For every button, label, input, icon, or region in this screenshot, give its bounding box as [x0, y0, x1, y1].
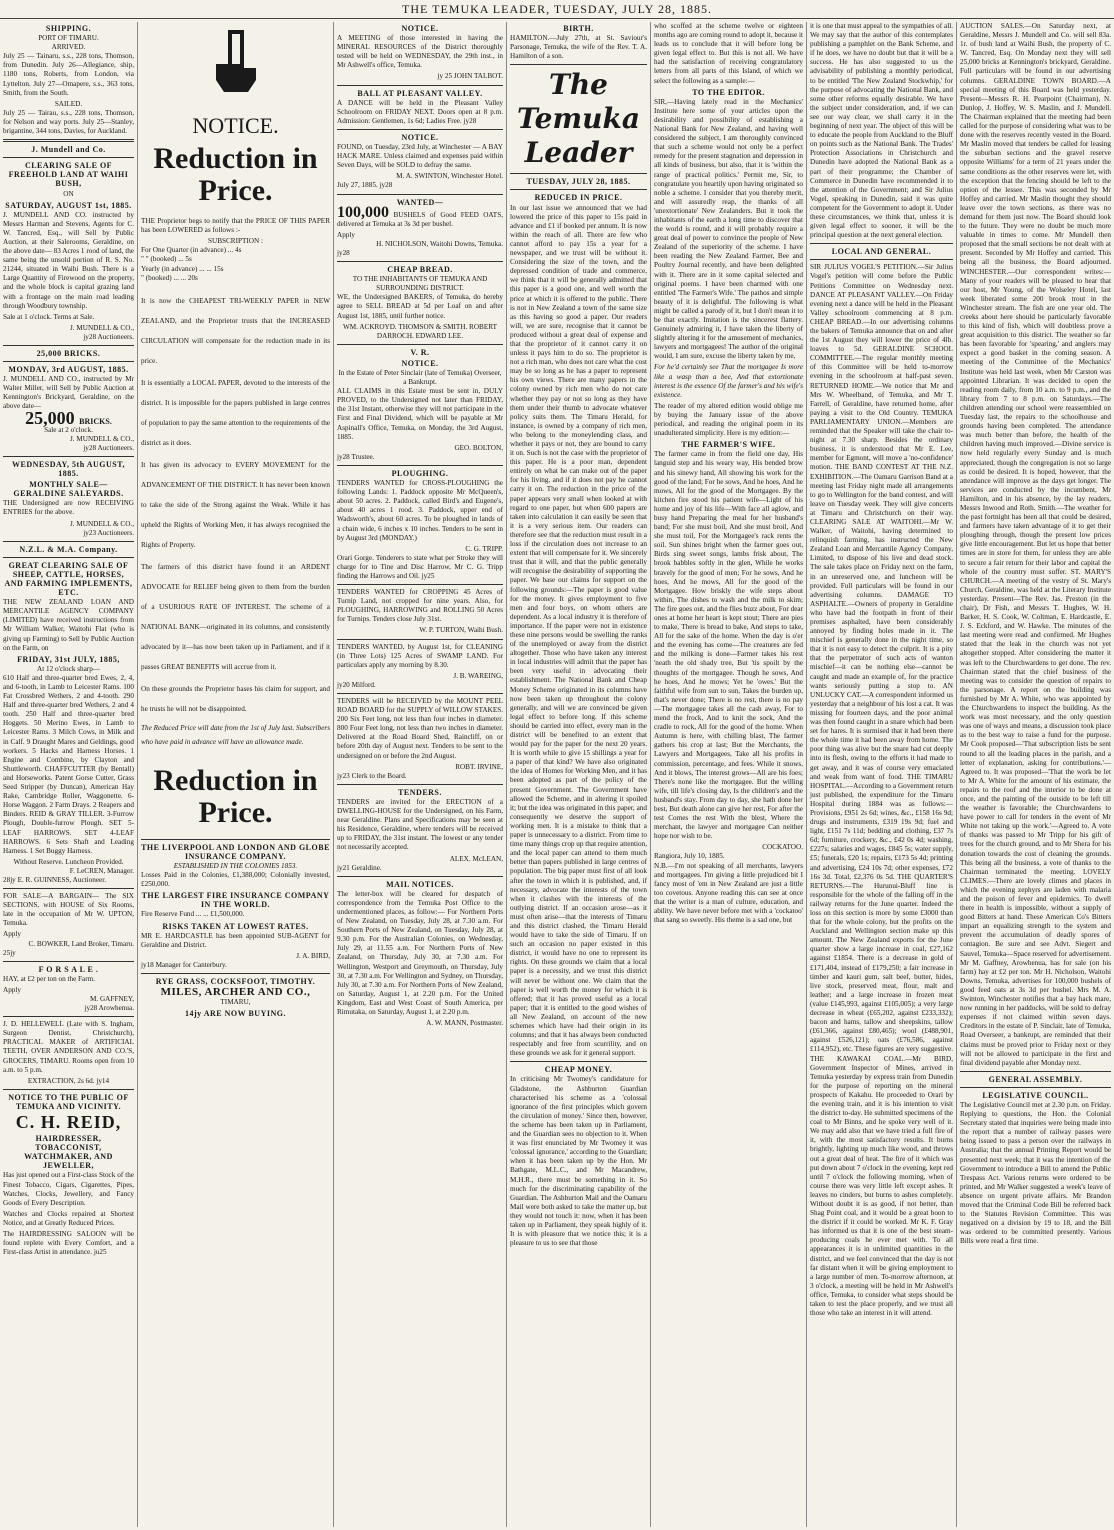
- clearing-signature: J. MUNDELL & CO.,: [69, 323, 134, 332]
- hay-heading: F O R S A L E .: [38, 964, 99, 974]
- divider: [141, 973, 330, 974]
- shipping-arrived-text: July 25 — Tainaru, s.s., 228 tons, Thomson, from Dunedin. July 26—Allegiance, ship, 1180 tons, Roberts, from London, via Lyttelton. July 27—Omapere, s.s., 363 tons, Smith, from the South.: [3, 52, 134, 97]
- ploughing-heading: PLOUGHING.: [391, 468, 449, 478]
- cheap-money-continued: who scoffed at the scheme twelve or eighteen months ago are coming round to adopt it, because it leads us to conclude that it will before long be given legal effect to. But this is not all. We have had the satisfaction of receiving congratulatory letters from all parts of this Island, of which we select the following as a sample:—: [654, 22, 803, 85]
- wednesday-heading: WEDNESDAY, 5th AUGUST, 1885.: [12, 459, 125, 479]
- dentist-text: J. D. HELLEWELL (Late with S. Ingham, Surgeon Dentist, Christchurch), PRACTICAL MAKER of ARTIFICIAL TEETH, OVER ANDERSON AND CO.'S, GROCERS, TIMARU. Rooms open from 10 a.m. to 5 p.m.: [3, 1020, 134, 1074]
- local-general-continued: AUCTION SALES.—On Saturday next, at Geraldine, Messrs J. Mundell and Co. will sell 83a. 1r. of bush land at Waihi Bush, the property of C. W. Tancred, Esq. On Monday next they will sell 25,000 bricks at Kennington's brickyard, Geraldine. Full particulars will be found in our advertising columns. GERALDINE TOWN BOARD.—A special meeting of this Board was held yesterday. Present—Messrs R. H. Pearpoint (Chairman), N. Dunlop, J. Hoffey, W. S. Maslin, and J. Mundell. The Chairman explained that the meeting had been called for the purpose of considering what was to be done with the reserves recently vested in the Board. Mr Maslin moved that tenders be called for leasing the suburban sections and the gravel reserve opposite Williams' for a term of 21 years under the same conditions as the other reserves were let, with the exception that the fencing should be left to the option of the lessee. This was seconded by Mr Hoffey and carried. Mr Maslin thought they should leave over the town sections, as there was no demand for them just now. The Board should look to the future. They were no doubt be much more valuable in times to come. Mr Mundell then proposed that the small sections be not dealt with at present. Seconded by Mr Hoffey and carried. This being all the business, the Board adjourned. WINCHESTER.—Our correspondent writes:—Many of your readers will be pleased to hear that our host, Mr Young, of the Wolseley Hotel, last week liberated some 200 brook trout in the Winchester stream. The fish are one year old. The creeks about here should be particularly favorable to this kind of fish, which will doubtless prove a great acquisition to this district. The weather so far has been favorable for 'spearing,' and anglers may expect a good basket in the coming season. A meeting of the Committee of the Mechanics' Institute was held last week, when Mr Carston was appointed Librarian. It was decided to open the reading room daily, from 10 a.m. to 9 p.m., and the library from 7 to 8 p.m. on Saturdays.—The children attending our school were reassembled on Tuesday last, the repairs to the schoolhouse and grounds having been completed. The attendance was much better than before, the health of the children having much improved.—Divine service is now held regularly every Sunday and is much appreciated, though the congregation is not so large as could be desired. It is hoped, however, that the attendance will improve as the days get longer. The services are conducted by the incumbent, Mr Hamilton, and in his absence, by the lay readers, Messrs Inwood and Roth. Smith.—The weather for the past fortnight has been all that could be desired, and farmers have taken advantage of it to get their ploughing through, though the present low prices give little encouragement. But let us hope that better times are in store for them, for unless they are able to secure a fair return for their labor and capital the whole of the country must suffer. ST. MARY'S CHURCH.—A meeting of the vestry of St. Mary's Church, Geraldine, was held at the Literary Institute yesterday. Present—The Rev. Jas. Preston (in the chair), Dr Fish, and Messrs T. Hughes, W. H. Barker, H. S. Cook, W. Coltman, E. Hardcastle, E. J. S. Eckford, and W. Hawke. The minutes of the last meeting were read and confirmed. Mr Hughes stated that the leak in the church was not yet altogether stopped. After considering the matter it was left to the Churchwardens to get done. The rev. Chairman stated that the chief business of the meeting was to consider the question of repairs to the parsonage. A report on the building was furnished by Mr A. White, who was appointed by the Churchwardens to inspect the building. As the work was most necessary, and the only question was one of ways and means, a discussion took place as to the best way to raise a fund for the purpose. Mr Cook proposed—'That subscription lists be sent round to all the leading places in the parish, and a letter of explanation, asking for contributions.'—Agreed to. It was proposed—'That the work be let to Mr A. White for the amount of his estimate, the repairs to the roof and the interior to be done at once, and the painting of the outside to be left till the weather is favorable; the Churchwardens to have power to call for tenders in the event of Mr White not taking up the work.'—Agreed to. A vote of thanks was passed to Mr Tripp for his gift of trees for the church ground, and to Mr Shera for his donation towards the cost of cleaning the grounds. This being all the business, a vote of thanks to the Chairman terminated the meeting. LOVELY CLIMES.—There are lovely climes and places in which the evening zephyrs are laden with malaria and the poison of fever and epidemics. To dwell there in health is impossible, without a supply of good Bitters at hand. These American Co's Bitters impart an equalizing strength to the system and prevent the accumulation of deadly spores of contagion. Be sure and see Advt. Siegert and Sauvel, Temuka—Space reserved for advertisement. Mr M. Gaffney, Arowhenua, has for sale (on his farm) hay at £2 per ton. Mr H. Nicholson, Waitohi Downs, Temuka, advertises for 100,000 bushels of good feed oats at 3s 3d per bushel. Mrs M. A. Swinton, Winchester notifies that a bay hack mare, now running in her paddocks, will be sold to defray expenses if not claimed within seven days. Creditors in the estate of P. Sinclair, late of Temuka, Road Overseer, a bankrupt, are reminded that their claims must be proved prior to Friday next or they will not be allowed to participate in the first and final dividend payable after Monday next.: [960, 22, 1111, 1067]
- rye-grass-heading: RYE GRASS, COCKSFOOT, TIMOTHY.: [155, 976, 316, 986]
- letter-text: SIR,—Having lately read in the Mechanics' Institute here some of your articles upon the desirability and possibility of establishing a National Bank for New Zealand, and having well considered the subject, I am thoroughly convinced that such a scheme would not only be a perfect remedy for the present stagnation and depression in all kinds of business, but also, that it is 'within the range of practical politics.' Permit me, Sir, to congratulate you heartily upon having originated so noble a scheme. I consider that you thereby merit, and will assuredly reap, the thanks of all 'unextortionate' New Zealanders. But it took the inhabitants of the earth a long time to discover that the world is round, and it will probably require a great deal of power to convince the people of New Zealand of the superiority of the scheme. I have been reading the New Zealand Farmer, Bee and Poultry Journal recently, and have been delighted with it. There are in it some capital selected and original poems. I have been charmed with one entitled 'The Farmer's Wife.' The pathos and simple beauty of it is delightful. The following is what might be called a parody of it, but I don't mean it to be that exactly. Imitation is the sincerest flattery. Genuinely admiring it, I have taken the liberty of slightly altering it for the amusement of mechanics, lawyers and mortgagees! The author of the original would, I am sure, excuse the liberty taken by me,: [654, 97, 803, 361]
- subscription-row-3: Yearly (in advance) ... ... 15s: [141, 264, 224, 273]
- divider: [337, 784, 503, 785]
- column-4: [506, 22, 650, 1527]
- fire-reserve: Fire Reserve Fund ... ... £1,500,000.: [141, 910, 245, 919]
- divider: [337, 85, 503, 86]
- monthly-role: jy23 Auctioneers.: [83, 528, 134, 537]
- great-sale-time: At 12 o'clock sharp—: [37, 664, 100, 673]
- mineral-notice-signature: jy 25 JOHN TALBOT.: [437, 72, 503, 81]
- shipping-heading: SHIPPING.: [45, 24, 92, 33]
- divider: [3, 139, 134, 142]
- wanted-heading: WANTED—: [396, 197, 444, 207]
- reduction-heading-2: Reduction in Price.: [153, 763, 318, 829]
- great-sale-heading: GREAT CLEARING SALE OF SHEEP, CATTLE, HORSES, AND FARMING IMPLEMENTS, ETC.: [4, 560, 133, 598]
- divider: [3, 157, 134, 158]
- cheap-bread-names: WM. ACKROYD. THOMSON & SMITH. ROBERT DARROCH. EDWARD LEE.: [343, 322, 497, 340]
- reduced-price-note: The Reduced Price will date from the 1st of July last. Subscribers who have paid in advance will have an allowance made.: [141, 723, 330, 746]
- hardcastle-text: MR E. HARDCASTLE has been appointed SUB-AGENT for Geraldine and District.: [141, 931, 330, 949]
- legislative-council-heading: LEGISLATIVE COUNCIL.: [982, 1090, 1089, 1100]
- reduction-heading-1: Reduction in Price.: [153, 142, 318, 208]
- birth-text: HAMILTON.—July 27th, at St. Saviour's Parsonage, Temuka, the wife of the Rev. T. A. Hamilton of a son.: [510, 34, 647, 61]
- tenders-role: jy21 Geraldine.: [337, 863, 382, 872]
- cleaning-text: TENDERS WANTED, by August 1st, for CLEANING (in Three Lots) 125 Acres of SWAMP LAND. For particulars apply any morning by 8.30.: [337, 642, 503, 669]
- divider: [3, 961, 134, 962]
- divider: [337, 876, 503, 877]
- orari-text: Orari Gorge. Tenderers to state what per Stroke they will charge for to Tine and Disc Harrow, Mr C. G. Tripp finding the Harrows and Oil. jy25: [337, 553, 503, 580]
- farmers-text: The farmers of this district have found it an ARDENT ADVOCATE for RELIEF being given to them from the burden of a USURIOUS RATE OF INTEREST. The scheme of a NATIONAL BANK—originated in its columns, and consistently advocated by it—has now been taken up in Parliament, and if it passes GREAT BENEFITS will accrue from it.: [141, 562, 330, 671]
- ploughing-signature: C. G. TRIPP.: [465, 544, 503, 553]
- divider: [3, 345, 134, 346]
- bird-role: jy18 Manager for Canterbury.: [141, 960, 227, 969]
- nzl-heading: N.Z.L. & M.A. Company.: [19, 544, 118, 554]
- divider: [810, 259, 953, 260]
- mineral-notice-text: A MEETING of those interested in having the MINERAL RESOURCES of the District thoroughly tested will be held on WEDNESDAY, the 29th inst., in Mr Ashwell's office, Temuka.: [337, 34, 503, 70]
- grounds-text: On these grounds the Proprietor bases his claim for support, and he trusts he will not be disappointed.: [141, 684, 330, 713]
- for-sale-signature: C. BOWKER, Land Broker, Timaru.: [28, 939, 134, 948]
- miles-place: TIMARU,: [220, 998, 251, 1007]
- tenders-text: TENDERS are invited for the ERECTION of a DWELLING-HOUSE for the Undersigned, on his Farm, near Geraldine. Plans and Specifications may be seen at his Residence, Geraldine, where tenders will be received up to FRIDAY, the 31st instant. The lowest or any tender not necessarily accepted.: [337, 797, 503, 852]
- cheap-money-heading: CHEAP MONEY.: [544, 1065, 613, 1075]
- proprietor-text: THE Proprietor begs to notify that the PRICE OF THIS PAPER has been LOWERED as follows :-: [141, 217, 330, 235]
- column-3: [333, 22, 506, 1527]
- divider: [510, 189, 647, 190]
- reid-text-3: The HAIRDRESSING SALOON will be found replete with Every Comfort, and a First-class Artist in attendance. ju25: [3, 1229, 134, 1257]
- bankrupt-notice-heading: NOTICE.: [401, 358, 439, 368]
- hay-text: HAY, at £2 per ton on the Farm.: [3, 974, 96, 983]
- cheap-bread-heading: CHEAP BREAD.: [387, 265, 453, 275]
- poem-intro: For he'd certainly see That the mortgagee Is more like a wasp than a bee, And that extortionate interest is the essence Of the farmer's and his wife's existence.: [654, 363, 803, 399]
- divider: [3, 456, 134, 457]
- great-sale-text: THE NEW ZEALAND LOAN AND MERCANTILE AGENCY COMPANY (LIMITED) have received instructions from Mr William Walker, Waitohi Flat (who is giving up Farming) to Sell by Public Auction on the Farm, on: [3, 598, 134, 652]
- wanted-signature: H. NICHOLSON, Waitohi Downs, Temuka.: [376, 239, 503, 248]
- divider: [960, 1071, 1111, 1072]
- ball-text: A DANCE will be held in the Pleasant Valley Schoolroom on FRIDAY NEXT. Doors open at 8 p.m. Admission: Gentlemen, 1s 6d; Ladies Free. jy28: [337, 98, 503, 125]
- divider: [337, 465, 503, 466]
- poem-signature: COCKATOO.: [762, 843, 803, 852]
- local-paper-text: It is essentially a LOCAL PAPER, devoted to the interests of the district. It is impossible for the papers published in large centres of population to pay the same attention to the requirements of the district as it does.: [141, 378, 330, 447]
- for-sale-apply: Apply: [3, 930, 21, 939]
- monthly-sale-text: THE Undersigned are now RECEIVING ENTRIES for the above.: [3, 499, 134, 517]
- bricks-role: jy28 Auctioneers.: [83, 443, 134, 452]
- mail-notices-heading: MAIL NOTICES.: [386, 879, 454, 889]
- poem-heading: THE FARMER'S WIFE.: [681, 440, 776, 450]
- divider: [337, 261, 503, 262]
- issue-date: TUESDAY, JULY 28, 1885.: [526, 177, 631, 187]
- reduced-heading: REDUCED IN PRICE.: [534, 193, 623, 203]
- bricks-sale-time: Sale at 2 o'clock.: [44, 425, 93, 434]
- cleaning-role: jy20 Milford.: [337, 680, 376, 689]
- masthead: THE TEMUKA LEADER, TUESDAY, JULY 28, 1885.: [0, 0, 1114, 19]
- monday-text: J. MUNDELL AND CO., instructed by Mr Walter Miller, will Sell by Public Auction at Kennington's Brickyard, Geraldine, on the above date—: [3, 375, 134, 411]
- road-board-signature: ROBT. IRVINE,: [455, 762, 503, 771]
- found-notice-date: July 27, 1885. jy28: [337, 181, 393, 190]
- for-sale-date: 25jy: [3, 948, 16, 957]
- risks-heading: RISKS TAKEN AT LOWEST RATES.: [162, 921, 309, 931]
- local-general-heading: LOCAL AND GENERAL.: [831, 247, 932, 257]
- clearing-sale-heading: CLEARING SALE OF FREEHOLD LAND AT WAIHI BUSH,: [8, 161, 129, 189]
- cheap-bread-sub: TO THE INHABITANTS OF TEMUKA AND SURROUNDING DISTRICT.: [352, 275, 488, 293]
- notice-heading: NOTICE.: [401, 24, 439, 33]
- ball-heading: BALL AT PLEASANT VALLEY.: [357, 88, 483, 98]
- found-notice-text: FOUND, on Tuesday, 23rd July, at Winchester — A BAY HACK MARE. Unless claimed and expenses paid within Seven Days, will be SOLD to defray the same.: [337, 143, 503, 170]
- bankrupt-notice-text: ALL CLAIMS in this Estate must be sent in, DULY PROVED, to the Undersigned not later than FRIDAY, the 31st Instant, otherwise they will not participate in the First and Final Dividend, which will be payable at Mr Aspinall's Office, Temuka, on Monday, the 3rd August, 1885.: [337, 387, 503, 441]
- road-board-text: TENDERS will be RECEIVED by the MOUNT PEEL ROAD BOARD for the SUPPLY of WILLOW STAKES. 200 Six Feet long, not less than four inches in diameter. 800 Four Feet long, not less than two inches in diameter. Delivered at the Road Board Shed, Raincliff, on or before 20th day of August next. Tenders to be sent to the undersigned on or before the 2nd August.: [337, 697, 503, 760]
- divider: [3, 1016, 134, 1017]
- cropping-text: TENDERS WANTED for CROPPING 45 Acres of Turnip Land, not cropped for nine years. Also, for PLOUGHING, HARROWING and ROLLING 50 Acres for Turnips. Tenders close July 31st.: [337, 588, 503, 624]
- found-notice-signature: M. A. SWINTON, Winchester Hotel.: [396, 172, 503, 181]
- divider: [510, 1061, 647, 1062]
- advocacy-text: It has given its advocacy to EVERY MOVEMENT for the ADVANCEMENT OF THE DISTRICT. It has never been known to take the side of the Strong against the Weak. While it has upheld the Rights of Working Men, it has always recognised the Rights of Property.: [141, 460, 330, 549]
- hay-signature: M. GAFFNEY,: [89, 995, 134, 1003]
- largest-heading: THE LARGEST FIRE INSURANCE COMPANY IN THE WORLD.: [141, 891, 330, 910]
- hay-role: jy28 Arowhenua.: [84, 1004, 134, 1013]
- monday-heading: MONDAY, 3rd AUGUST, 1885.: [8, 365, 129, 375]
- column-5: [650, 22, 806, 1527]
- general-assembly-heading: GENERAL ASSEMBLY.: [988, 1074, 1083, 1084]
- divider: [510, 64, 647, 65]
- cropping-signature: W. P. TURTON, Waihi Bush.: [419, 626, 503, 635]
- shipping-port: PORT OF TIMARU.: [38, 34, 99, 43]
- mundell-heading: J. Mundell and Co.: [31, 145, 106, 155]
- road-board-role: jy23 Clerk to the Board.: [337, 771, 407, 780]
- bricks-big-number: 25,000 BRICKS.: [25, 407, 112, 428]
- clearing-date: SATURDAY, AUGUST 1st, 1885.: [5, 200, 132, 210]
- bricks-signature: J. MUNDELL & CO.,: [69, 434, 134, 443]
- wanted-text: 100,000 BUSHELS of Good FEED OATS, delivered at Temuka at 3s 3d per bushel.: [337, 203, 503, 228]
- legislative-council-text: The Legislative Council met at 2.30 p.m. on Friday. Replying to questions, the Hon. the Colonial Secretary stated that inquiries were being made into the report that a number of railway passes were being issued to pass a person over the railways in Australia; that the annual Printing Report would be presented next week; that it was the intention of the Government to introduce a Bill to amend the Public Trespass Act. Various returns were ordered to be printed, and Mr Walker suggested a week's leave of absence on urgent private affairs. Mr Brandon moved that the Criminal Code Bill be referred back to the Statutes Revision Committee. This was negatived on a division by 19 to 18, and the Bill was ordered to be committed presently. Various Bills were read a first time.: [960, 1100, 1111, 1246]
- subscription-heading: SUBSCRIPTION :: [208, 237, 263, 246]
- great-sale-role: 28jy E. R. GUINNESS, Auctioneer.: [3, 875, 107, 884]
- subscription-row-2: " " (booked) ... 5s: [141, 255, 192, 264]
- divider: [337, 639, 503, 640]
- mail-notices-text: The letter-box will be cleared for despatch of correspondence from the Temuka Post Office to the undermentioned places, as follow:— For Northern Ports of New Zealand, on Tuesday, July 28, at 7.30 a.m. For Southern Ports of New Zealand, on Tuesday, July 28, at 9.30 p.m. For the Australian Colonies, on Wednesday, July 29, at 11.55 a.m. For Northern Ports of New Zealand, on Thursday, July 30, at 7.30 a.m. For Wellington, Westport and Greymouth, on Thursday, July 30, at 7.30 a.m. For Wellington and Sydney, on Thursday, July 30, at 7.30 a.m. For Northern Ports of New Zealand, on Saturday, August 1, at 2.20 p.m. For the United Kingdom, East and West Coast of South America, per Rimutaka, on Saturday, August 1, at 2.20 p.m.: [337, 889, 503, 1016]
- miles-archer-name: MILES, ARCHER AND CO.,: [160, 986, 311, 999]
- divider: [960, 1087, 1111, 1088]
- miles-buying: 14jy ARE NOW BUYING.: [185, 1009, 286, 1019]
- divider: [3, 361, 134, 362]
- cheapest-text: It is now the CHEAPEST TRI-WEEKLY PAPER in NEW ZEALAND, and the Proprietor trusts that the INCREASED CIRCULATION will compensate for the reduction made in its price.: [141, 296, 330, 365]
- clearing-text: J. MUNDELL AND CO. instructed by Messrs Harman and Stevens, Agents for C. W. Tancred, Esq., will Sell by Public Auction, at their Salerooms, Geraldine, on the above date— 83 Acres 1 rood of land, the same being the unsold portion of R. S. No. 21244, situated in Waihi Bush. There is a Large Quantity of Firewood on the property, and the whole block is capital grazing land with a frontage on the main road leading through Woodbury township.: [3, 210, 134, 310]
- column-7: [956, 22, 1114, 1527]
- shipping-sailed-label: SAILED.: [54, 99, 83, 108]
- bricks-heading: 25,000 BRICKS.: [36, 349, 101, 358]
- ploughing-text: TENDERS WANTED for CROSS-PLOUGHING the following Lands: 1. Paddock opposite Mr McQueen's, about 50 acres. 2. Paddock, called Bird's and Eugene's, about 40 acres 1 rood. 3. Paddock, upper end of Wadsworth's, about 60 acres. To be ploughed in lands of a chain wide, 6 inches x 10 inches. Tenders to be sent in by August 3rd (MONDAY.): [337, 479, 503, 542]
- column-1: [0, 22, 137, 1527]
- cheap-money-article: In criticising Mr Twomey's candidature for Gladstone, the Ashburton Guardian characterised his scheme as a 'colossal ignorance of the first principles which govern the circulation of money.' Since then, however, the scheme has been taken up in Parliament, and the Guardian sees no objection to it. When it was first enunciated by Mr Twomey it was 'colossal ignorance,' according to the Guardian; when it has been taken up by the Hon. Mr Bathgate, M.L.C., and Mr Macandrew, M.H.R., there must be something in it. So much for the discriminating capability of the Guardian. The Ashburton Mail and the Oamaru Mail were both asked to take the matter up, but they would not touch it: now, when it has been taken up in Parliament, they speak highly of it. It is with pleasure that we notice this; it is a pleasure to us to see that those: [510, 1075, 647, 1248]
- bankrupt-notice-sub: In the Estate of Peter Sinclair (late of Temuka) Overseer, a Bankrupt.: [338, 369, 502, 387]
- shipping-sailed-text: July 25 — Tairau, s.s., 228 tons, Thomson, for Nelson and way ports. July 25—Stanley, brigantine, 344 tons, Davies, for Auckland.: [3, 108, 134, 136]
- bird-signature: J. A. BIRD,: [296, 951, 330, 960]
- found-notice-heading: NOTICE.: [401, 132, 439, 142]
- mail-notices-signature: A. W. MANN, Postmaster.: [426, 1019, 503, 1028]
- to-editor-heading: TO THE EDITOR.: [692, 87, 765, 97]
- tenders-signature: ALEX. McLEAN,: [449, 854, 503, 863]
- divider: [3, 541, 134, 542]
- poem-text: The farmer came in from the field one day, His languid step and his weary way, His bended brow and his sinewy hand, All showing his work for the good of the land; For he sows, And he hoes, And he mows, All for the good of the Mortgagee. By the kitchen fire stood his patient wife—Light of his home and joy of his life—With face all aglow, and busy hand Preparing the meal for her husband's band; For she must boil, And she must broil, And she must toil, For the Mortgagee's rack rents the soil. Sun shines bright when the farmer goes out, Birds sing sweet songs, lambs frisk about, The brook babbles softly in the glen, While he works bravely for the good of men; For he sows, And he hoes, And he mows, All for the good of the Mortgagee. How briskly the wife steps about within, The dishes to wash and the milk to skim; The fire goes out, and the flies buzz about, For dear ones at home her heart is kept stout; There are pies to make, There is bread to bake, And steps to take, All for the sake of the home. When the day is o'er and the evening has come—The creatures are fed and the milking is done—Farmer takes his rest 'neath the old shady tree, But 'tis spoilt by the thoughts of the mortgagee. Though he sows, And he hoes, And he mows; Yet he 'owes.' But the faithful wife from sun to sun, Takes the burden up, that's never done; There is no rest, there is no pay—The mortgagee takes all the cash away, For to mend the frock, And to knit the sock, And the cradle to rock, All for the good of the home. When Autumn is here, with chilling blast, The farmer gathers his crop at last; But the Merchants, the Lawyers and Mortgagees, Take all his profits in commission, percentage, and fees. While it snows, And it blows, The interest grows—All are his foes; There's none like the mortgagee. But the willing wife, till life's closing day, Is the children's and the husband's stay. From day to day, she hath done her best, But death alone can give her rest, For after the test Comes the rest With the blest, Where the merchant, the lawyer and mortgagee Can neither hope nor wish to be.: [654, 450, 803, 841]
- subscription-row-1: For One Quarter (in advance) ... 4s: [141, 246, 242, 255]
- divider: [337, 584, 503, 585]
- clearing-on: ON: [63, 189, 74, 198]
- crown-vr: V. R.: [410, 347, 430, 357]
- cheap-bread-text: WE, the Undersigned BAKERS, of Temuka, do hereby agree to SELL BREAD at 5d per Loaf on and after August 1st, 1885, until further notice.: [337, 293, 503, 320]
- liverpool-text: Losses Paid in the Colonies, £1,388,000; Colonially invested, £250,000.: [141, 871, 330, 889]
- dentist-extraction: EXTRACTION, 2s 6d. jy14: [27, 1076, 110, 1085]
- divider: [337, 693, 503, 694]
- divider: [337, 344, 503, 345]
- local-general-text: SIR JULIUS VOGEL'S PETITION.—Sir Julius Vogel's petition will come before the Public Petitions Committee on Wednesday next. DANCE AT PLEASANT VALLEY.—On Friday evening next a dance will be held in the Pleasant Valley schoolroom commencing at 8 p.m. CHEAP BREAD.—In our advertising columns the bakers of Temuka announce that on and after the 1st August they will lower the price of 4lb. loaves to 5d. GERALDINE SCHOOL COMMITTEE.—The regular monthly meeting of this Committee will be held to-morrow evening in the schoolroom at half-past seven. RETURNED HOME.—We notice that Mr and Mrs W. Wheelband, of Temuka, and Mr T. Farrell, of Geraldine, have returned home, after paying a visit to the Old Country. TEMUKA PARLIAMENTARY UNION.—Members are reminded that the Speaker will take the chair to-night at 7.30 sharp. Besides the ordinary business, it is understood that Mr E. Lee, member for Egmont, will move a 'no-confidence' motion. THE BAND CONTEST AT THE N.Z. EXHIBITION.—The Oamaru Garrison Band at a meeting last Friday night made all arrangements to go to Wellington for the band contest, and will leave on Tuesday week. They will give concerts at Timaru and Christchurch on their way. CLEARING SALE AT WAITOHI.—Mr W. Walker, of Waitohi, having determined to relinquish farming, has instructed the New Zealand Loan and Mercantile Agency Company, Limited, to dispose of his live and dead stock. The sale takes place on Friday next on the farm, in an unreserved one, and luncheon will be provided. Full particulars will be found in our advertising columns. DAMAGE TO ASPHALTE.—Owners of property in Geraldine who have had the footpath in front of their premises asphalted, have been considerably annoyed by finding holes made in it. The mischief is generally done in the night time, so that it is not easy to detect the culprit. It is a pity that the perpetrator of such acts of wanton mischief—it can be nothing else—cannot be caught and made an example of, for the practice wants seriously putting a stop to. AN UNLUCKY CAT.—A correspondent informed us yesterday that a neighbour of his lost a cat. It was missing for fourteen days, and the poor animal was then found caught in a snare which had been set for hares. It is surmised that it had been there the whole time it had been away from home. The poor thing was alive but the snare had cut deeply into its flesh, owing to the efforts it had made to get away, and it was of course very emaciated and weak from want of food. THE TIMARU HOSPITAL.—According to a Government return just published, the expenditure for the Timaru Hospital during 1884 was as follows:—Provisions, £951 2s 6d; wines, &c., £158 16s 9d; drugs and instruments, £319 19s 9d; fuel and light, £151 7s 11d; bedding and clothing, £37 7s 6d; furniture, crockery, &c., £42 0s 4d; washing, £227s; salaries and wages, £845 5s; water supply, £5; funerals, £20 1s; repairs, £173 5s 4d; printing and advertising, £24 10s 7d; other expenses, £72 16s 3d. Total, £2,376 0s 5d. THE QUARTER'S RETURNS.—The Hurunui-Bluff line is responsible for the whole of the falling off in the railway returns for the June quarter. Indeed the loss on this section is more by some £3000 than that for the whole colony, but the profits on the Auckland and Wellington section make up this amount. The New Zealand exports for the June quarter show a large increase in coal, £27,162 against £1854. There is a decrease in gold of £171,404, instead of £179,250; a fair increase in timber and kauri gum, salt beef, butter, hides, live stock, preserved meat, flour, malt and leather; and a large increase in frozen meat (value £145,993, against £105,005); a very large decrease in wheat (£65,202, against £233,332); bacon and hams, tallow and sheepskins, tallow (£61,366, against £80,465); wool (£488,901, against £526,121); oats (£76,586, against £114,952), etc. These figures are very suggestive. THE KAWAKAI COAL.—Mr BIRD, Government Inspector of Mines, arrived in Temuka yesterday by express train from Dunedin for the purpose of reporting on the mineral prospects of Kakahu. He proceeded to Orari by the evening train, and it is his intention to visit the district to-day. He submitted specimens of the coal to Mr Binns, and he spoke very well of it. We may add also that we have tried a full fire of it, with the most satisfactory results. It burns brightly, lighting up much like wood, and throws out a great deal of heat. The fire of it which was put down about 7 o'clock in the evening, kept red until 7 o'clock the following morning, when of course there was very little left except ashes. It leaves no cinders, but burns to ashes completely. Without doubt it is as good, if not better, than Shag Point coal, and it would be a great boon to the district if it could be worked. Mr K. F. Gray has informed us that it is one of the best steam-producing coals he ever met with. To all appearances it is in unlimited quantities in the district, and we feel convinced that the day is not far distant when it will be giving employment to a large number of men. To-morrow afternoon, at 3 o'clock, a meeting will be held in Mr Ashwell's office, Temuka, to consider what steps should be taken to test the place properly, and we trust all those who take an interest in it will attend.: [810, 263, 953, 1318]
- great-sale-signature: F. LeCREN, Manager.: [69, 866, 134, 875]
- bankrupt-role: jy28 Trustee.: [337, 452, 375, 461]
- for-sale-text: FOR SALE—A BARGAIN— The SIX SECTIONS, with HOUSE of Six Rooms, late in the occupation of Mr W. UPTON, Temuka.: [3, 892, 134, 928]
- monthly-signature: J. MUNDELL & CO.,: [69, 519, 134, 528]
- pointing-hand-icon: [141, 28, 330, 101]
- divider: [141, 839, 330, 840]
- newspaper-title: The Temuka Leader: [517, 68, 640, 170]
- column-2: [137, 22, 333, 1527]
- clearing-role: jy28 Auctioneers.: [83, 332, 134, 341]
- poem-place: Rangiora, July 10, 1885.: [654, 852, 725, 861]
- column-6: [806, 22, 956, 1527]
- liverpool-established: ESTABLISHED IN THE COLONIES 1853.: [173, 861, 298, 870]
- great-sale-list: 610 Half and three-quarter bred Ewes, 2, 4, and 6-tooth, in Lamb to Leicester Rams. 100 Fat Crossbred Wethers, 2 and 4-tooth. 290 Half and three-quarter bred Wethers, 2 and 4 tooth. 250 Half and three-quarter bred Hoggets. 50 Merino Ewes, in Lamb to Leicester Rams. 3 Milch Cows, in Milk and in Calf. 9 Draught Mares and Geldings, good workers. 5 Hacks and Harness Horses. 1 Engine and Combine, by Clayton and Shuttleworth. CHAFFCUTTER (by Bentall) and Horseworks. Patent Gorse Cutter, Grass Seed Stripper (by Duncan), American Hay Rake, Cambridge Roller, Waggonette. 6-Horse Waggon. 2 Farm Drays. 2 Reapers and Binders. REID & GRAY TILLER. 3-Furrow Plough, Double-furrow Plough. SET 5-LEAF HARROWS. SET 4-LEAF HARROWS. 6 Sets Shaft and Leading Harness. 1 Set Buggy Harness.: [3, 673, 134, 855]
- divider: [3, 1089, 134, 1090]
- nb-text: N.B.—I'm not speaking of all merchants, lawyers and mortgagees. I'm giving a little prejudiced bit I fancy most of 'em in New Zealand are just a little too covetous. Anyone reading this can see at once that the writer is a man of culture, education, and ability. We have never before met with a 'cockatoo' that sang so sweetly. His theme is a sad one, but: [654, 861, 803, 925]
- notice-word: NOTICE.: [192, 113, 279, 139]
- divider: [337, 194, 503, 195]
- divider: [510, 173, 647, 174]
- birth-heading: BIRTH.: [563, 24, 594, 33]
- reid-name: C. H. REID,: [15, 1112, 122, 1133]
- shipping-arrived-label: ARRIVED.: [51, 43, 86, 52]
- poem-note: The reader of my altered edition would oblige me by buying the January issue of the above periodical, and reading the original poem in its unadulterated simplicity. Here is my edition:—: [654, 401, 803, 438]
- liverpool-heading: THE LIVERPOOL AND LONDON AND GLOBE INSURANCE COMPANY.: [141, 842, 330, 861]
- great-sale-reserve: Without Reserve. Luncheon Provided.: [13, 857, 124, 866]
- national-bank-continued: it is one that must appeal to the sympathies of all. We may say that the author of this contemplates publishing a pamphlet on the Bank Scheme, and if he does, we have no doubt but that it will be a success. He has also suggested to us the advisability of publishing a monthly periodical, to be entitled 'The New Zealand Stockwhip,' for the purpose of advocating the National Bank, and some other reforms equally desirable. We have the subject under consideration, and, if we can see our way clear, we shall carry it in the beginning of next year. The object of this will be to educate the people from Auckland to the Bluff on points such as the National Bank. The Trades' Protection Associations in Christchurch and Dunedin have adopted the National Bank as a part of their programme; the Chamber of Commerce in Dunedin have recommended it to the attention of the Government; and Sir Julius Vogel, speaking in Dunedin, said it was quite competent for the Government to adopt it. Under these circumstances, we think that, unless it is given legal effect to sooner, it will be the principal question at the next general election.: [810, 22, 953, 240]
- wanted-date: jy28: [337, 248, 350, 257]
- divider: [3, 557, 134, 558]
- monthly-sale-heading: MONTHLY SALE—GERALDINE SALEYARDS.: [13, 480, 124, 499]
- tenders-heading: TENDERS.: [398, 787, 442, 797]
- great-sale-date: FRIDAY, 31st JULY, 1885,: [17, 654, 120, 664]
- reduced-article: In our last issue we announced that we had lowered the price of this paper to 15s paid in advance and £1 if booked per annum. It is now within the reach of all. There are few who cannot afford to pay 15s a year for a newspaper, and we trust will be without it. Considering the size of the town, and the depressed condition of trade and commerce, we think that it will be generally admitted that this paper is a good one, and well worth the price at which it is offered to the public. There is not in New Zealand a town of the same size as this having so good a paper. Our readers will, we are sure, recognise that it cannot be produced without a great deal of expense and that the proprietor of it cannot carry it on unless it pays him to do so. The proprietor is not a rich man, who does not care what the cost may be so long as he has a paper to represent his own views. There are many papers in the colony owned by rich men who do not care whether they pay or not so long as they have them under their thumb to advocate whatever policy suits them. The Timaru Herald, for instance, is owned by a company of rich men, who belong to the moneylending class, and whether it pays or not, they are bound to carry it on. Such is not the case with the proprietor of this paper. He is a poor man, dependent entirely on what he can make out of the paper for his living, and if it does not pay he cannot carry it on. The reduction in the price of the paper appears very small when looked at with regard to one paper, but when 600 papers are taken into calculation it can easily be seen that it is a very serious item. Our readers can therefore see that the reduction must result in a loss if the circulation does not increase to an extent that will compensate for it. We sincerely trust that it will, and that the public generally will recognise the desirability of supporting the paper. We base our claims for support on the following grounds:—The paper is good value for the money. It gives employment to five men and four boys, on whom others are dependent. As a local industry it is therefore of importance. If the paper were not in existence these nine persons would be swelling the ranks of the unemployed or away from the district altogether. Those who have taken any interest in local industries will admit that the paper has been very useful in advocating their establishment. The National Bank and Cheap Money Scheme originated in its columns have now been taken up throughout the colony generally, and will we are convinced be given legal effect to before long. If this scheme should be carried into effect, every man in the district will be benefited to an extent that would pay for the paper for the next 20 years. It is worth while to give 15 shillings a year for a paper of that kind? We have also originated the idea of Homes for Working Men, and it has been adopted as part of the policy of the present Government. The Government have allowed the Scheme, and in altering it spoiled it; but the idea was originated in this paper, and consequently we deserve the support of working men. It is a mistake to think that a paper is unnecessary to a district. From time to time many things crop up that require attention, and the local paper can attend to them much better than papers published in large centres of population. The big paper must first of all look after the town in which it is published, and, if necessary, advocate the interests of the town when it clashes with the interests of the outlying district. If an occasion arose—as it must often arise—that the interests of Timaru and this district clashed, the Timaru Herald would have to take the side of Timaru. If on such an occasion no paper existed in this district, it would have no one to represent its rights. On these grounds we claim that a local paper is a necessity, and we trust this district will never be without one. We claim that the paper is well worth the money for which it is offered; that it has proved useful as a local paper; that it is entitled to the good wishes of all New Zealand, on account of the new schemes which have had their origin in its columns; and that it has always been conducted respectably and free from scurrility, and on these grounds we ask for it general support.: [510, 203, 647, 1058]
- hay-apply: Apply: [3, 985, 21, 994]
- divider: [337, 129, 503, 130]
- cleaning-signature: J. B. WAREING,: [453, 671, 503, 680]
- bankrupt-signature: GEO. BOLTON,: [454, 443, 503, 452]
- public-notice-heading: NOTICE TO THE PUBLIC OF TEMUKA AND VICINITY.: [8, 1092, 129, 1111]
- divider: [3, 888, 134, 889]
- clearing-terms: Sale at 1 o'clock. Terms at Sale.: [3, 312, 95, 321]
- subscription-row-4: " (booked) ... ... 20s: [141, 273, 198, 282]
- reid-text: Has just opened out a First-class Stock of the Finest Tobacco, Cigars, Cigarettes, Pipes, Watches, Clocks, Jewellery, and Fancy Goods of Every Description.: [3, 1171, 134, 1207]
- reid-text-2: Watches and Clocks repaired at Shortest Notice, and at Greatly Reduced Prices.: [3, 1209, 134, 1227]
- reid-trades: HAIRDRESSER, TOBACCONIST, WATCHMAKER, AND JEWELLER,: [24, 1134, 113, 1171]
- divider: [810, 243, 953, 244]
- wanted-apply: Apply: [337, 230, 355, 239]
